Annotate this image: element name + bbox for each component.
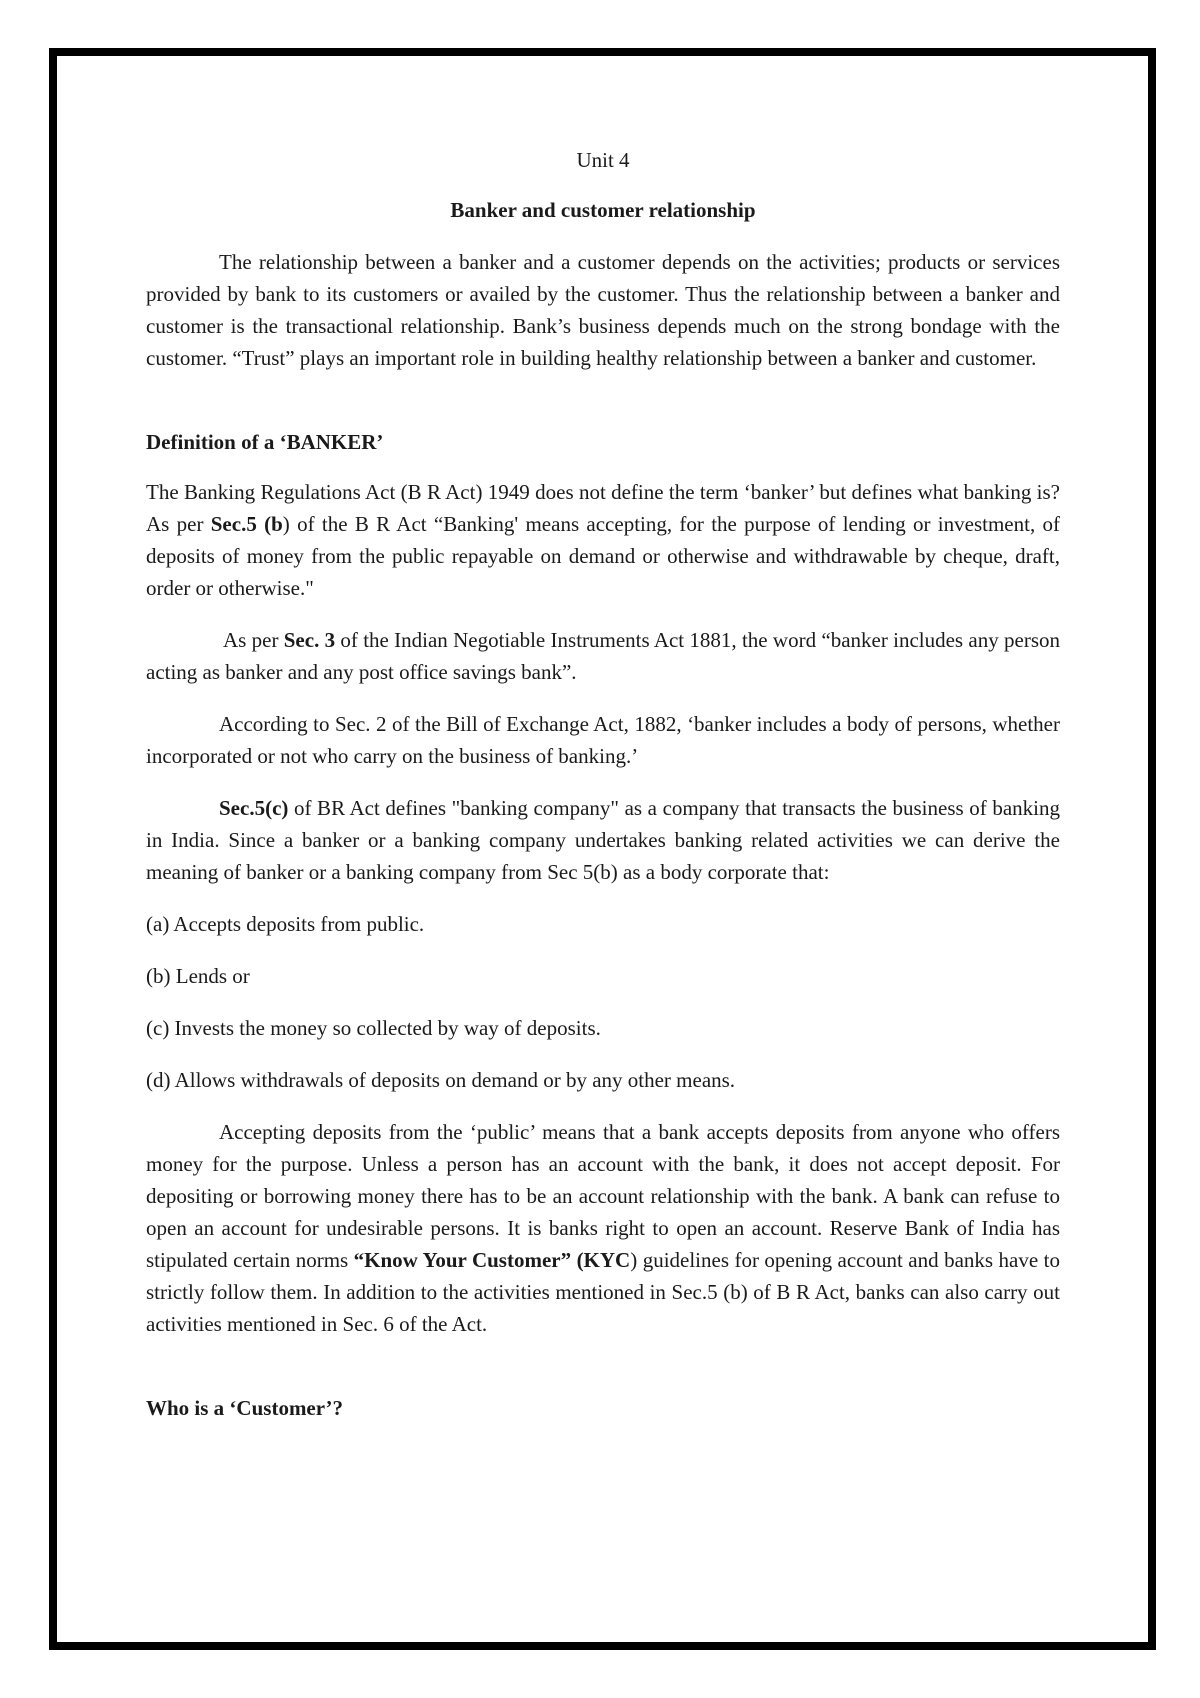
section-reference: Sec.5(c): [219, 796, 289, 820]
text-span: The Banking Regulations Act (B R Act) 1949 does not define the term ‘banker’ but defines what banking is? As per: [146, 480, 1060, 536]
bill-of-exchange-paragraph: According to Sec. 2 of the Bill of Exchange Act, 1882, ‘banker includes a body of persons, whether incorporated or not who carry on the business of banking.’: [146, 712, 1060, 768]
customer-heading: Who is a ‘Customer’?: [146, 1396, 343, 1420]
accepting-deposits-paragraph: [146, 1116, 1060, 1340]
banker-definition-heading: Definition of a ‘BANKER’: [146, 430, 384, 454]
section-reference: Sec. 3: [283, 628, 336, 652]
list-item: (c) Invests the money so collected by way of deposits.: [146, 1016, 601, 1040]
banking-regulations-paragraph: [146, 476, 1060, 604]
text-span: ) of the B R Act “Banking' means accepting, for the purpose of lending or investment, of deposits of money from the public repayable on demand or otherwise and withdrawable by cheque, draft, order or otherwise.": [146, 512, 1060, 600]
text-span: of BR Act defines "banking company" as a company that transacts the business of banking in India. Since a banker or a banking company undertakes banking related activities we can derive the meaning of banker or a banking company from Sec 5(b) as a body corporate that:: [146, 796, 1060, 884]
text-span: ) guidelines for opening account and banks have to strictly follow them. In addition to the activities mentioned in Sec.5 (b) of B R Act, banks can also carry out activities mentioned in Sec. 6 of the Act.: [146, 1248, 1060, 1336]
list-item: (b) Lends or: [146, 964, 250, 988]
text-span: of the Indian Negotiable Instruments Act 1881, the word “banker includes any person acting as banker and any post office savings bank”.: [146, 628, 1061, 684]
negotiable-instruments-paragraph: [146, 624, 1060, 688]
list-item: (d) Allows withdrawals of deposits on demand or by any other means.: [146, 1068, 736, 1092]
document-title: Banker and customer relationship: [450, 198, 756, 222]
text-span: Accepting deposits from the ‘public’ means that a bank accepts deposits from anyone who offers money for the purpose. Unless a person has an account with the bank, it does not accept deposit. For depositing or borrowing money there has to be an account relationship with the bank. A bank can refuse to open an account for undesirable persons. It is banks right to open an account. Reserve Bank of India has stipulated certain norms: [146, 1120, 1060, 1272]
banking-company-paragraph: [146, 792, 1060, 888]
section-reference: Sec.5 (b: [210, 512, 283, 536]
intro-paragraph: The relationship between a banker and a customer depends on the activities; products or services provided by bank to its customers or availed by the customer. Thus the relationship between a banker and customer is the transactional relationship. Bank’s business depends much on the strong bondage with the customer. “Trust” plays an important role in building healthy relationship between a banker and customer.: [146, 250, 1060, 370]
unit-label: Unit 4: [576, 148, 630, 172]
text-span: As per: [223, 628, 284, 652]
list-item: (a) Accepts deposits from public.: [146, 912, 425, 936]
kyc-term: “Know Your Customer” (KYC: [353, 1248, 631, 1272]
document-body: [146, 144, 1060, 1424]
